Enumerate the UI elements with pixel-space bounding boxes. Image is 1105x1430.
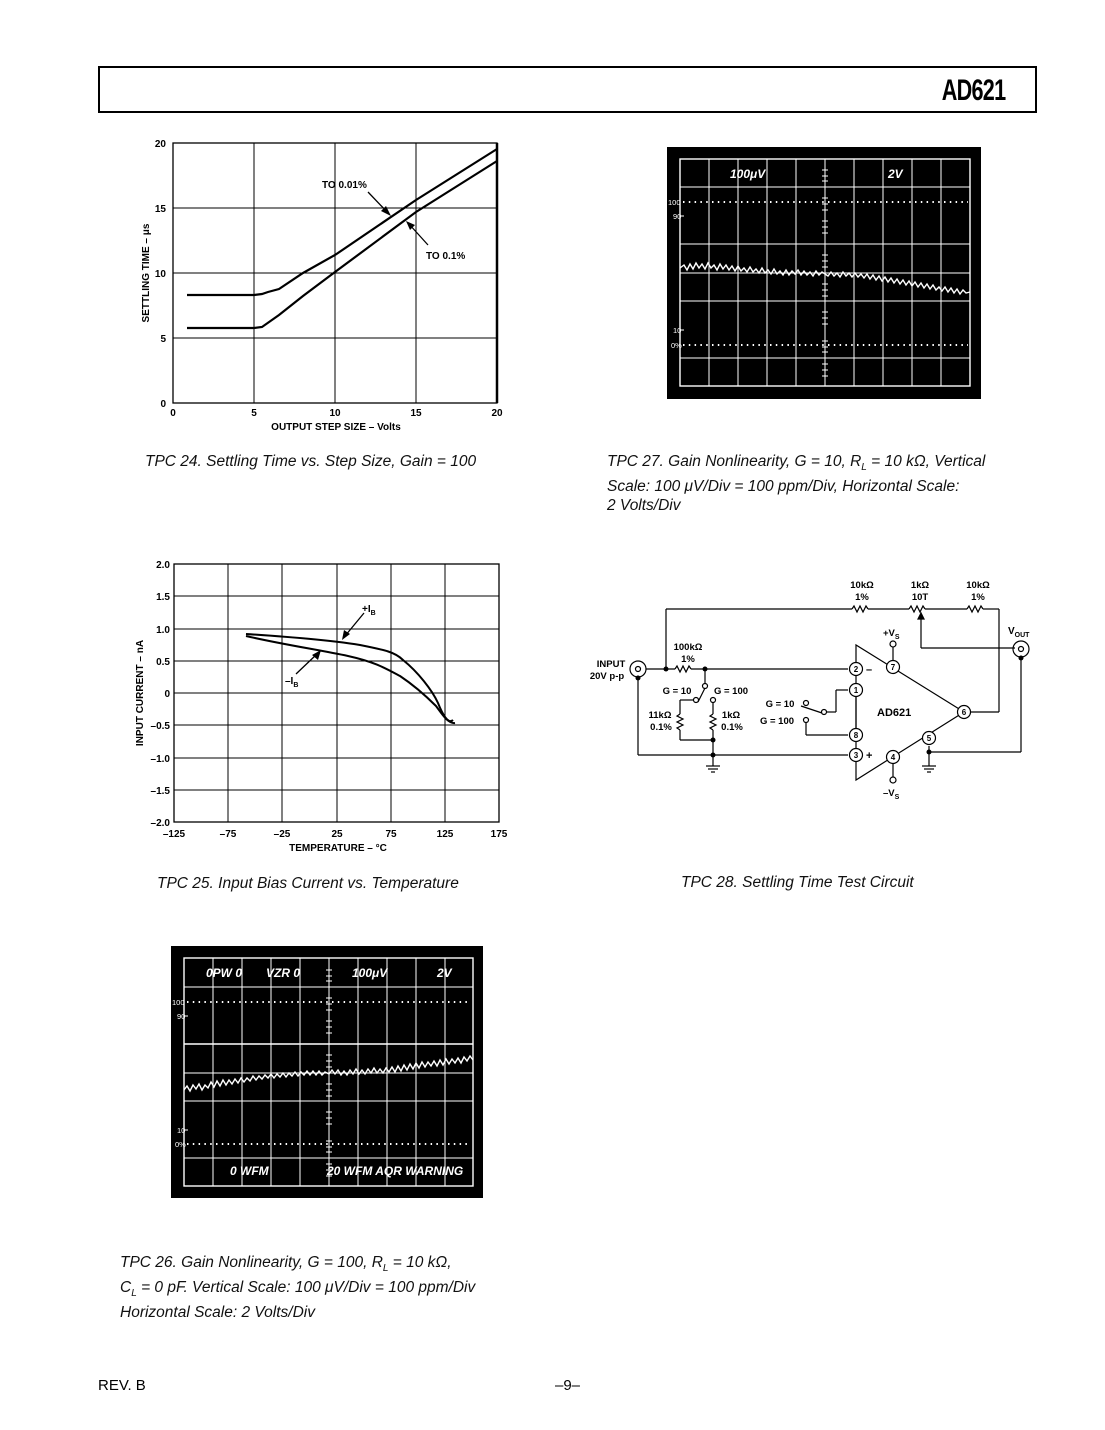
pin-7: 7 — [890, 663, 896, 672]
part-number-title: AD621 — [941, 74, 1005, 107]
r-fb1-tol: 1% — [855, 592, 869, 603]
input-label: INPUT — [596, 659, 626, 670]
scope-warning-label: 20 WFM AQR WARNING — [327, 1164, 464, 1178]
tpc26-caption: TPC 26. Gain Nonlinearity, G = 100, $R_L = 10$ kΩ, $C_L = 0$ pF. Vertical Scale: 100 μV/Div = 100 ppm/Div Horizontal Scale: 2 Volts/Div — [120, 1254, 476, 1322]
noninverting-sign: + — [866, 750, 873, 762]
x-tick: –25 — [273, 829, 291, 840]
tpc25-caption: TPC 25. Input Bias Current vs. Temperature — [157, 875, 459, 892]
scope-hscale-label: 2V — [888, 167, 903, 181]
x-tick: 0 — [170, 408, 176, 419]
page-header — [98, 66, 1037, 113]
y-tick: 20 — [154, 139, 166, 150]
rg-gain-100-label: G = 100 — [759, 716, 795, 727]
r-in-tol: 1% — [681, 654, 695, 665]
tpc25-chart — [125, 555, 515, 860]
r-11k-label: 11kΩ — [648, 710, 672, 721]
pot-label: 1kΩ — [910, 580, 930, 591]
r-fb2-label: 10kΩ — [966, 580, 990, 591]
vs-pos-label: $+V_S$ — [883, 628, 900, 641]
tpc28-circuit — [585, 575, 1045, 805]
r-in-label: 100kΩ — [673, 642, 703, 653]
tpc24-label-01: TO 0.1% — [426, 251, 466, 262]
tpc25-label-plus-ib: $+I_B$ — [362, 604, 376, 617]
y-tick: 1.0 — [156, 625, 170, 636]
y-tick: 1.5 — [156, 592, 170, 603]
y-tick: 0.5 — [156, 657, 170, 668]
y-tick: 15 — [154, 204, 166, 215]
pin-2: 2 — [853, 665, 859, 674]
vout-label: $V_{OUT}$ — [1008, 626, 1030, 639]
x-tick: 15 — [410, 408, 422, 419]
scope-bottom-left-label: 0 WFM — [230, 1164, 269, 1178]
x-tick: 5 — [251, 408, 257, 419]
scope-vscale-label: 100μV — [352, 966, 388, 980]
x-tick: 175 — [490, 829, 508, 840]
x-tick: 10 — [329, 408, 341, 419]
pin-4: 4 — [890, 753, 896, 762]
x-tick: 25 — [331, 829, 343, 840]
scope-mark-0: 0% — [175, 1140, 186, 1149]
y-tick: 10 — [154, 269, 166, 280]
x-tick: 75 — [385, 829, 397, 840]
scope-vzr-label: VZR 0 — [266, 966, 301, 980]
tpc27-caption: TPC 27. Gain Nonlinearity, G = 10, $R_L = 10$ kΩ, Vertical Scale: 100 μV/Div = 100 ppm/Div, Horizontal Scale: 2 Volts/Div — [607, 453, 986, 515]
scope-vscale-label: 100μV — [730, 167, 766, 181]
rg-gain-10-label: G = 10 — [765, 699, 795, 710]
y-tick: –0.5 — [150, 721, 170, 732]
y-tick: –1.5 — [150, 786, 170, 797]
y-axis-label: SETTLING TIME – μs — [141, 223, 152, 323]
scope-mark-10: 10 — [177, 1126, 186, 1135]
pin-8: 8 — [853, 731, 859, 740]
scope-opw-label: 0PW 0 — [206, 966, 243, 980]
revision-label: REV. B — [98, 1377, 146, 1394]
scope-mark-100: 100 — [172, 998, 185, 1007]
x-tick: 20 — [491, 408, 503, 419]
y-tick: –1.0 — [150, 754, 170, 765]
scope-mark-10: 10 — [673, 326, 682, 335]
input-amplitude: 20V p-p — [589, 671, 625, 682]
gain-100-label: G = 100 — [713, 686, 749, 697]
inverting-sign: – — [866, 664, 873, 676]
pin-5: 5 — [926, 734, 932, 743]
y-tick: 0 — [164, 689, 170, 700]
tpc28-caption: TPC 28. Settling Time Test Circuit — [681, 874, 914, 891]
tpc25-label-minus-ib: $-I_B$ — [285, 676, 299, 689]
gain-10-label: G = 10 — [662, 686, 692, 697]
y-tick: 2.0 — [156, 560, 170, 571]
chip-label: AD621 — [877, 707, 912, 719]
x-tick: 125 — [436, 829, 454, 840]
r-11k-tol: 0.1% — [650, 722, 672, 733]
scope-mark-100: 100 — [668, 198, 681, 207]
tpc24-chart — [125, 130, 515, 440]
r-fb2-tol: 1% — [971, 592, 985, 603]
tpc24-label-001: TO 0.01% — [322, 180, 367, 191]
page-number: –9– — [555, 1377, 581, 1394]
x-tick: –125 — [162, 829, 186, 840]
scope-mark-90: 90 — [673, 212, 682, 221]
scope-hscale-label: 2V — [437, 966, 452, 980]
x-tick: –75 — [219, 829, 237, 840]
pot-tol: 10T — [911, 592, 929, 603]
pin-3: 3 — [853, 751, 859, 760]
r-fb1-label: 10kΩ — [850, 580, 874, 591]
scope-mark-90: 90 — [177, 1012, 186, 1021]
pin-1: 1 — [853, 686, 859, 695]
x-axis-label: TEMPERATURE – °C — [289, 843, 387, 854]
y-tick: –2.0 — [150, 818, 170, 829]
r-1k-label: 1kΩ — [721, 710, 741, 721]
scope-mark-0: 0% — [671, 341, 682, 350]
vs-neg-label: $-V_S$ — [883, 788, 900, 801]
x-axis-label: OUTPUT STEP SIZE – Volts — [271, 422, 401, 433]
tpc27-scope — [667, 147, 981, 399]
tpc26-scope — [171, 946, 483, 1198]
y-axis-label: INPUT CURRENT – nA — [135, 639, 146, 747]
pin-6: 6 — [961, 708, 967, 717]
y-tick: 0 — [160, 399, 166, 410]
tpc24-caption: TPC 24. Settling Time vs. Step Size, Gain = 100 — [145, 453, 477, 470]
y-tick: 5 — [160, 334, 166, 345]
r-1k-tol: 0.1% — [721, 722, 743, 733]
